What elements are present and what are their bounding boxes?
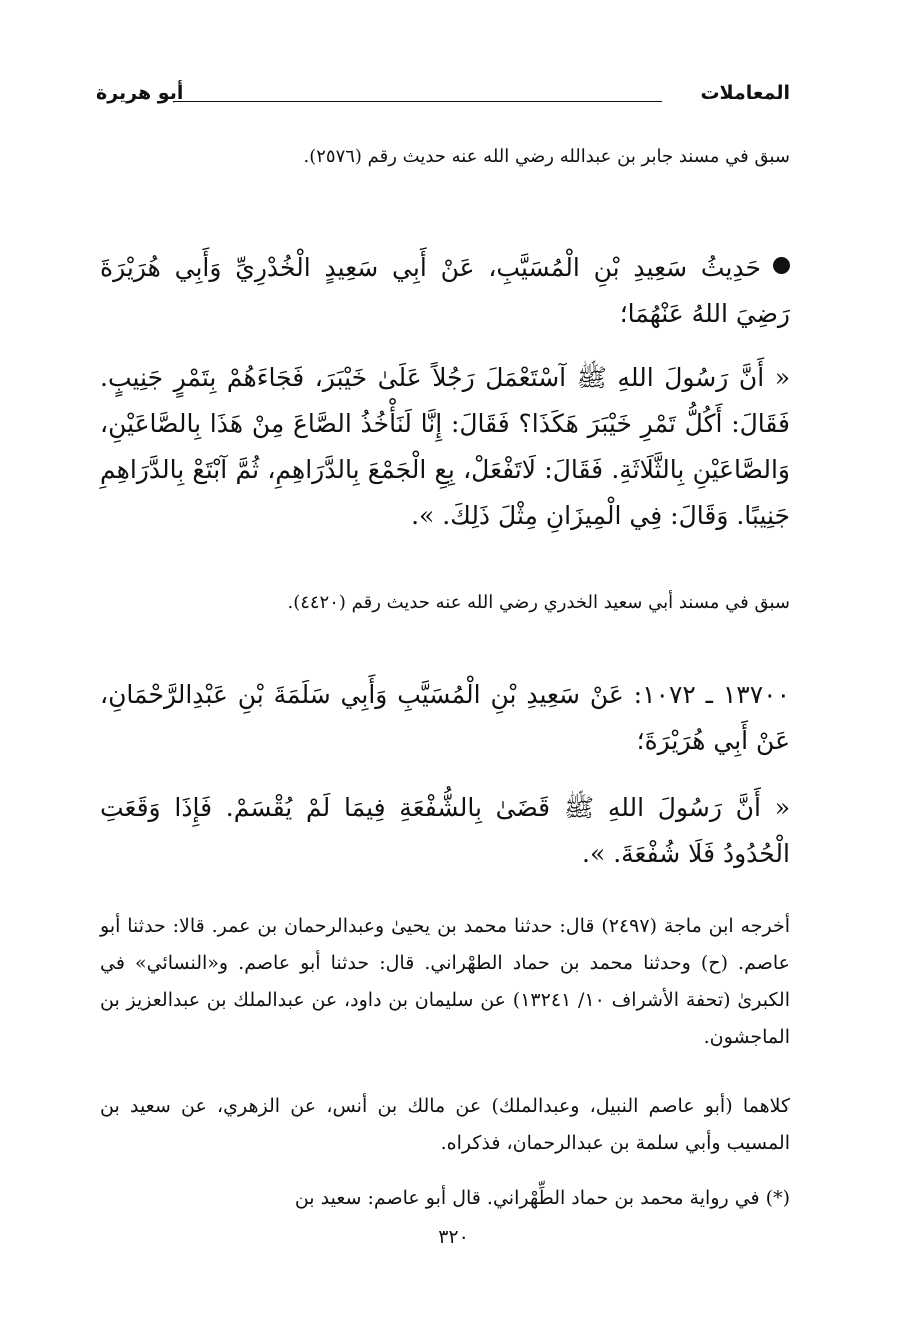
hadith-heading-2: ١٣٧٠٠ ـ ١٠٧٢: عَنْ سَعِيدِ بْنِ الْمُسَيَّبِ وَأَبِي سَلَمَةَ بْنِ عَبْدِالرَّحْمَانِ، عَنْ أَبِي هُرَيْرَةَ؛ — [100, 680, 791, 755]
footnote: (*) في رواية محمد بن حماد الطِّهْراني. قال أبو عاصم: سعيد بن — [294, 1187, 790, 1209]
chapter-title: المعاملات — [700, 82, 790, 104]
section-title: أبو هريرة — [96, 82, 184, 104]
page-number: ٣٢٠ — [438, 1226, 469, 1248]
header-rule — [174, 101, 662, 102]
reference-note-1: سبق في مسند جابر بن عبدالله رضي الله عنه حديث رقم (٢٥٧٦). — [303, 146, 790, 167]
running-header — [96, 82, 790, 116]
hadith-heading-1 — [100, 245, 790, 337]
hadith-heading-1-text: حَدِيثُ سَعِيدِ بْنِ الْمُسَيَّبِ، عَنْ أَبِي سَعِيدٍ الْخُدْرِيِّ وَأَبِي هُرَيْرَةَ رَضِيَ اللهُ عَنْهُمَا؛ — [100, 253, 790, 328]
bullet-icon — [773, 257, 790, 274]
takhrij-paragraph-2: كلاهما (أبو عاصم النبيل، وعبدالملك) عن مالك بن أنس، عن الزهري، عن سعيد بن المسيب وأبي سلمة بن عبدالرحمان، فذكراه. — [100, 1095, 791, 1154]
hadith-text-2: « أَنَّ رَسُولَ اللهِ ﷺ قَضَىٰ بِالشُّفْعَةِ فِيمَا لَمْ يُقْسَمْ. فَإِذَا وَقَعَتِ الْحُدُودُ فَلَا شُفْعَةَ. ». — [100, 793, 790, 868]
hadith-text-1: « أَنَّ رَسُولَ اللهِ ﷺ آسْتَعْمَلَ رَجُلاً عَلَىٰ خَيْبَرَ، فَجَاءَهُمْ بِتَمْرٍ جَنِيبٍ. فَقَالَ: أَكُلُّ تَمْرِ خَيْبَرَ هَكَذَا؟ فَقَالَ: إِنَّا لَنَأْخُذُ الصَّاعَ مِنْ هَذَا بِالصَّاعَيْنِ، وَالصَّاعَيْنِ بِالثَّلَاثَةِ. فَقَالَ: لَاتَفْعَلْ، بِعِ الْجَمْعَ بِالدَّرَاهِمِ، ثُمَّ آبْتَعْ بِالدَّرَاهِمِ جَنِيبًا. وَقَالَ: فِي الْمِيزَانِ مِثْلَ ذَلِكَ. ». — [100, 363, 790, 530]
takhrij-paragraph-1: أخرجه ابن ماجة (٢٤٩٧) قال: حدثنا محمد بن يحيىٰ وعبدالرحمان بن عمر. قالا: حدثنا أبو عاصم. (ح) وحدثنا محمد بن حماد الطهْراني. قال: حدثنا أبو عاصم. و«النسائي» في الكبرىٰ (تحفة الأشراف ١٠/ ١٣٢٤١) عن سليمان بن داود، عن عبدالملك بن عبدالعزيز بن الماجشون. — [100, 915, 791, 1048]
reference-note-2: سبق في مسند أبي سعيد الخدري رضي الله عنه حديث رقم (٤٤٢٠). — [287, 592, 790, 613]
